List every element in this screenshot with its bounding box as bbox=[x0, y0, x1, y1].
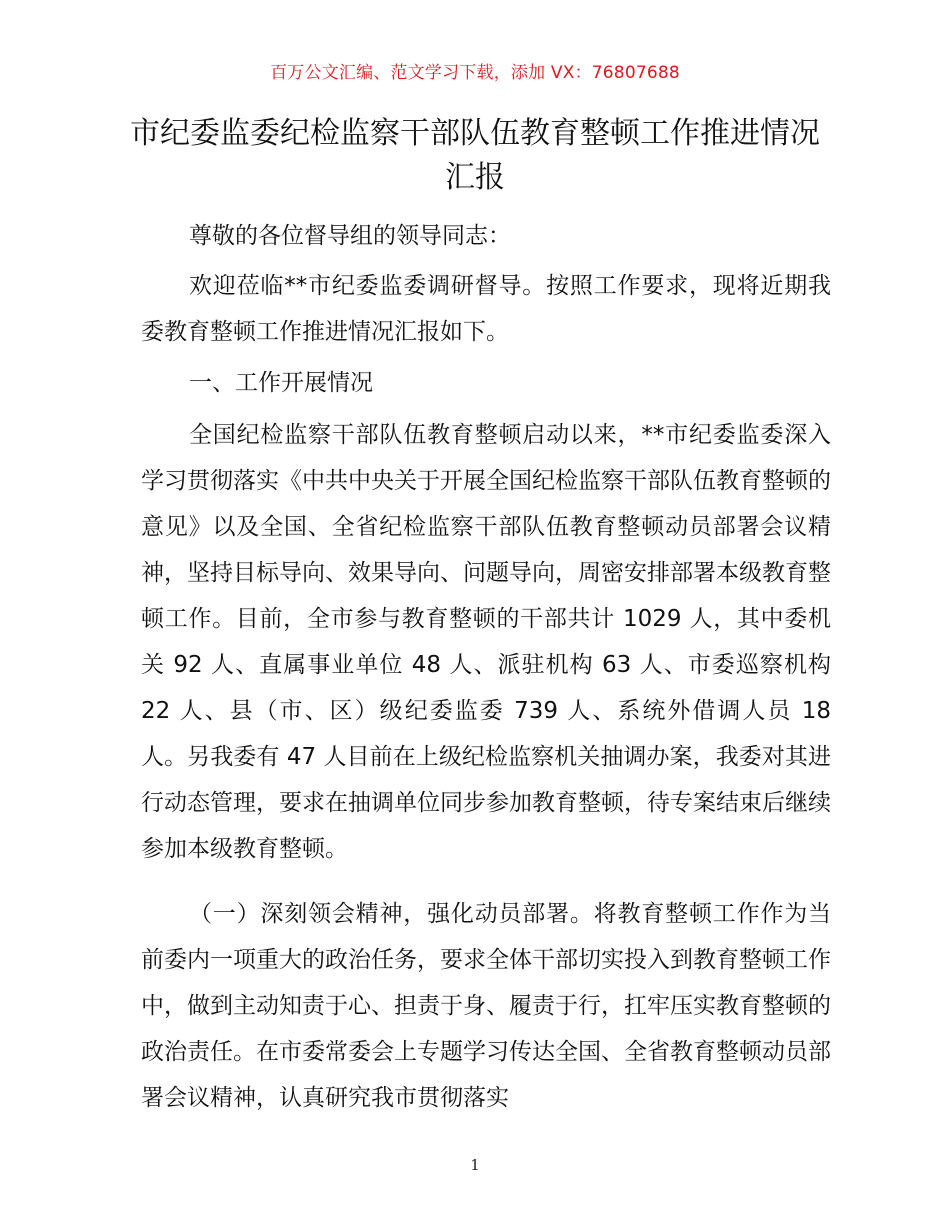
header-watermark-note: 百万公文汇编、范文学习下载，添加 VX：76807688 bbox=[270, 63, 680, 83]
section-one-heading: 一、工作开展情况 bbox=[189, 370, 373, 396]
subsection-one-paragraph: （一）深刻领会精神，强化动员部署。将教育整顿工作作为当前委内一项重大的政治任务，要求全体干部切实投入到教育整顿工作中，做到主动知责于心、担责于身、履责于行，扛牢压实教育整顿的政治责任。在市委常委会上专题学习传达全国、全省教育整顿动员部署会议精神，认真研究我市贯彻落实 bbox=[141, 901, 831, 1111]
section-one-paragraph: 全国纪检监察干部队伍教育整顿启动以来，**市纪委监委深入学习贯彻落实《中共中央关于开展全国纪检监察干部队伍教育整顿的意见》以及全国、全省纪检监察干部队伍教育整顿动员部署会议精神，坚持目标导向、效果导向、问题导向，周密安排部署本级教育整顿工作。目前，全市参与教育整顿的干部共计 1029 人，其中委机关 92 人、直属事业单位 48 人、派驻机构 63 人、市委巡察机构 22 人、县（市、区）级纪委监委 739 人、系统外借调人员 18 人。另我委有 47 人目前在上级纪检监察机关抽调办案，我委对其进行动态管理，要求在抽调单位同步参加教育整顿，待专案结束后继续参加本级教育整顿。 bbox=[141, 422, 831, 862]
intro-paragraph: 欢迎莅临**市纪委监委调研督导。按照工作要求，现将近期我委教育整顿工作推进情况汇报如下。 bbox=[141, 273, 831, 345]
document-title: 市纪委监委纪检监察干部队伍教育整顿工作推进情况汇报 bbox=[130, 116, 820, 195]
page-number: 1 bbox=[470, 1156, 480, 1174]
salutation: 尊敬的各位督导组的领导同志： bbox=[189, 223, 511, 249]
